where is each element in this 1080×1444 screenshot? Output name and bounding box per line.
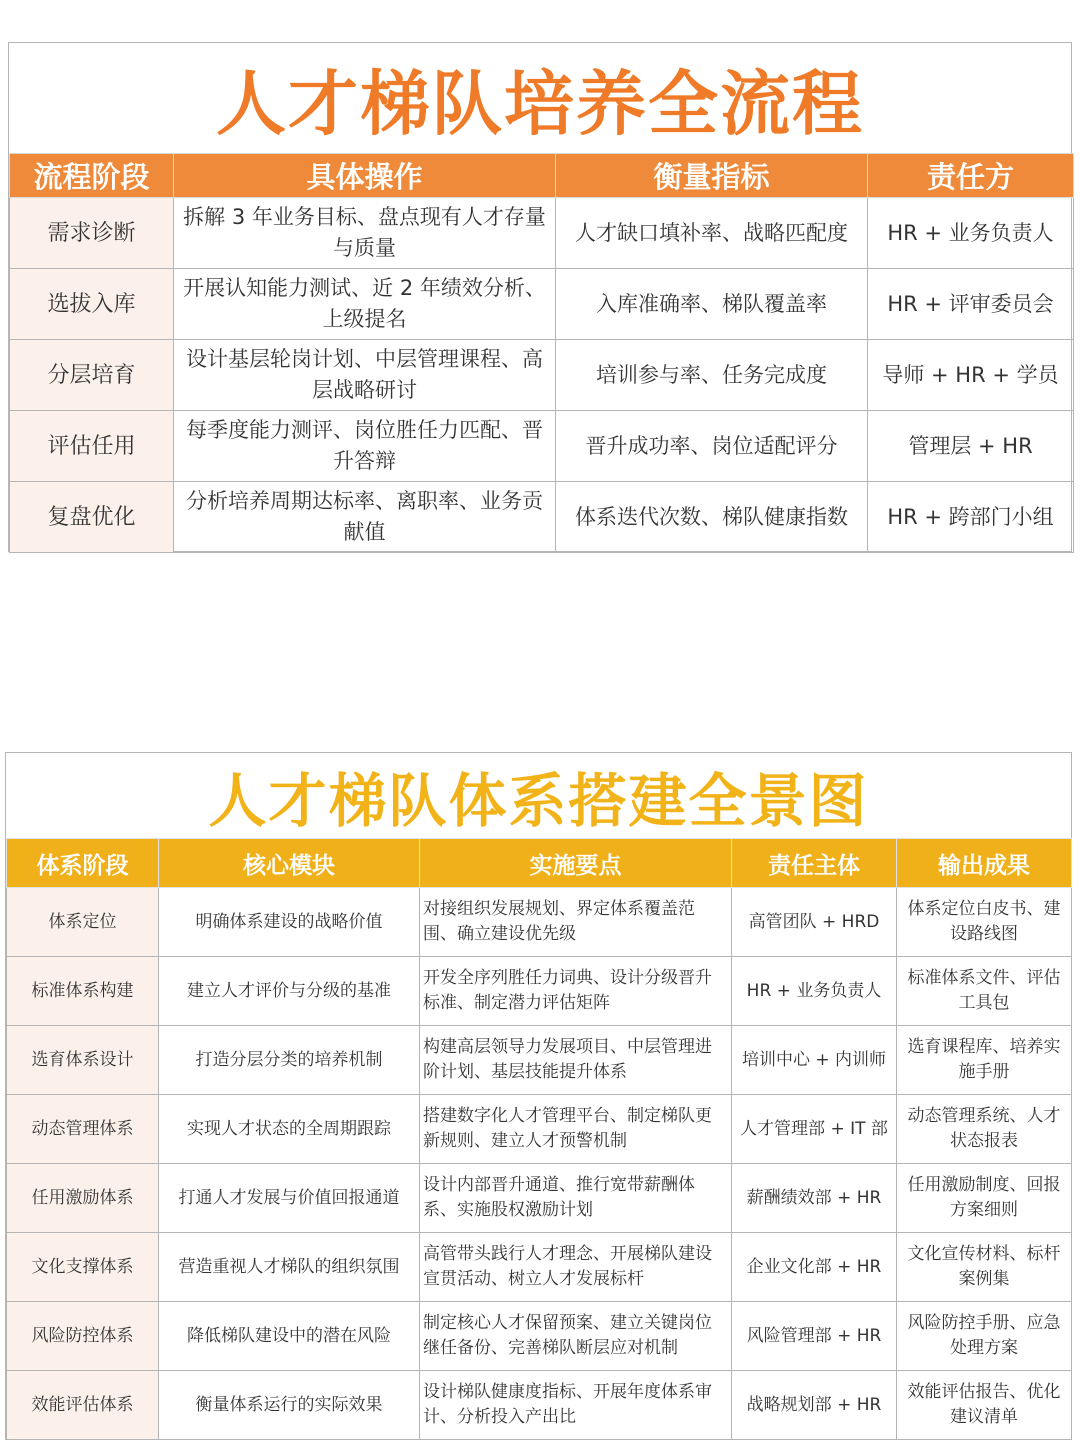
- points-cell: 设计梯队健康度指标、开展年度体系审计、分析投入产出比: [420, 1371, 732, 1440]
- operation-cell: 每季度能力测评、岗位胜任力匹配、晋升答辩: [174, 411, 556, 482]
- points-cell: 高管带头践行人才理念、开展梯队建设宣贯活动、树立人才发展标杆: [420, 1233, 732, 1302]
- owner-cell: 导师 + HR + 学员: [868, 340, 1074, 411]
- output-cell: 效能评估报告、优化建议清单: [897, 1371, 1072, 1440]
- table2-header-row: [7, 839, 1072, 888]
- module-cell: 降低梯队建设中的潜在风险: [159, 1302, 420, 1371]
- table-row: [7, 1302, 1072, 1371]
- module-cell: 衡量体系运行的实际效果: [159, 1371, 420, 1440]
- stage-cell: 文化支撑体系: [7, 1233, 159, 1302]
- table-row: [7, 1164, 1072, 1233]
- output-cell: 标准体系文件、评估工具包: [897, 957, 1072, 1026]
- points-cell: 对接组织发展规划、界定体系覆盖范围、确立建设优先级: [420, 888, 732, 957]
- owner-cell: HR + 跨部门小组: [868, 482, 1074, 553]
- column-header-metric: 衡量指标: [556, 154, 868, 198]
- owner-cell: 风险管理部 + HR: [732, 1302, 897, 1371]
- table1-header-row: [10, 154, 1074, 198]
- column-header-owner: 责任方: [868, 154, 1074, 198]
- stage-cell: 评估任用: [10, 411, 174, 482]
- stage-cell: 风险防控体系: [7, 1302, 159, 1371]
- table-row: [10, 340, 1074, 411]
- output-cell: 体系定位白皮书、建设路线图: [897, 888, 1072, 957]
- operation-cell: 开展认知能力测试、近 2 年绩效分析、上级提名: [174, 269, 556, 340]
- column-header-key-points: 实施要点: [420, 839, 732, 888]
- table-row: [10, 482, 1074, 553]
- table1-title: 人才梯队培养全流程: [216, 62, 864, 145]
- table-row: [7, 1026, 1072, 1095]
- table-row: [7, 957, 1072, 1026]
- talent-pipeline-process-table: [8, 42, 1072, 552]
- stage-cell: 体系定位: [7, 888, 159, 957]
- stage-cell: 需求诊断: [10, 198, 174, 269]
- metric-cell: 体系迭代次数、梯队健康指数: [556, 482, 868, 553]
- points-cell: 开发全序列胜任力词典、设计分级晋升标准、制定潜力评估矩阵: [420, 957, 732, 1026]
- table-row: [7, 888, 1072, 957]
- stage-cell: 标准体系构建: [7, 957, 159, 1026]
- metric-cell: 培训参与率、任务完成度: [556, 340, 868, 411]
- metric-cell: 晋升成功率、岗位适配评分: [556, 411, 868, 482]
- owner-cell: 企业文化部 + HR: [732, 1233, 897, 1302]
- column-header-operation: 具体操作: [174, 154, 556, 198]
- points-cell: 制定核心人才保留预案、建立关键岗位继任备份、完善梯队断层应对机制: [420, 1302, 732, 1371]
- table-row: [10, 411, 1074, 482]
- module-cell: 实现人才状态的全周期跟踪: [159, 1095, 420, 1164]
- table-row: [10, 269, 1074, 340]
- module-cell: 打造分层分类的培养机制: [159, 1026, 420, 1095]
- owner-cell: 薪酬绩效部 + HR: [732, 1164, 897, 1233]
- output-cell: 选育课程库、培养实施手册: [897, 1026, 1072, 1095]
- operation-cell: 拆解 3 年业务目标、盘点现有人才存量与质量: [174, 198, 556, 269]
- owner-cell: 管理层 + HR: [868, 411, 1074, 482]
- metric-cell: 人才缺口填补率、战略匹配度: [556, 198, 868, 269]
- points-cell: 设计内部晋升通道、推行宽带薪酬体系、实施股权激励计划: [420, 1164, 732, 1233]
- stage-cell: 选育体系设计: [7, 1026, 159, 1095]
- output-cell: 动态管理系统、人才状态报表: [897, 1095, 1072, 1164]
- column-header-system-stage: 体系阶段: [7, 839, 159, 888]
- module-cell: 打通人才发展与价值回报通道: [159, 1164, 420, 1233]
- stage-cell: 选拔入库: [10, 269, 174, 340]
- owner-cell: HR + 业务负责人: [868, 198, 1074, 269]
- table-row: [7, 1371, 1072, 1440]
- column-header-stage: 流程阶段: [10, 154, 174, 198]
- operation-cell: 分析培养周期达标率、离职率、业务贡献值: [174, 482, 556, 553]
- column-header-core-module: 核心模块: [159, 839, 420, 888]
- points-cell: 构建高层领导力发展项目、中层管理进阶计划、基层技能提升体系: [420, 1026, 732, 1095]
- table-row: [10, 198, 1074, 269]
- stage-cell: 效能评估体系: [7, 1371, 159, 1440]
- output-cell: 文化宣传材料、标杆案例集: [897, 1233, 1072, 1302]
- operation-cell: 设计基层轮岗计划、中层管理课程、高层战略研讨: [174, 340, 556, 411]
- table2-grid: [6, 838, 1072, 1440]
- table2-title: 人才梯队体系搭建全景图: [208, 766, 869, 835]
- owner-cell: 培训中心 + 内训师: [732, 1026, 897, 1095]
- talent-system-overview-table: [5, 752, 1072, 1440]
- module-cell: 营造重视人才梯队的组织氛围: [159, 1233, 420, 1302]
- module-cell: 建立人才评价与分级的基准: [159, 957, 420, 1026]
- owner-cell: HR + 评审委员会: [868, 269, 1074, 340]
- stage-cell: 分层培育: [10, 340, 174, 411]
- module-cell: 明确体系建设的战略价值: [159, 888, 420, 957]
- owner-cell: HR + 业务负责人: [732, 957, 897, 1026]
- stage-cell: 动态管理体系: [7, 1095, 159, 1164]
- table1-grid: [9, 153, 1074, 553]
- column-header-output: 输出成果: [897, 839, 1072, 888]
- table-row: [7, 1233, 1072, 1302]
- table-row: [7, 1095, 1072, 1164]
- column-header-responsible: 责任主体: [732, 839, 897, 888]
- output-cell: 任用激励制度、回报方案细则: [897, 1164, 1072, 1233]
- stage-cell: 任用激励体系: [7, 1164, 159, 1233]
- owner-cell: 人才管理部 + IT 部: [732, 1095, 897, 1164]
- owner-cell: 战略规划部 + HR: [732, 1371, 897, 1440]
- metric-cell: 入库准确率、梯队覆盖率: [556, 269, 868, 340]
- stage-cell: 复盘优化: [10, 482, 174, 553]
- owner-cell: 高管团队 + HRD: [732, 888, 897, 957]
- points-cell: 搭建数字化人才管理平台、制定梯队更新规则、建立人才预警机制: [420, 1095, 732, 1164]
- output-cell: 风险防控手册、应急处理方案: [897, 1302, 1072, 1371]
